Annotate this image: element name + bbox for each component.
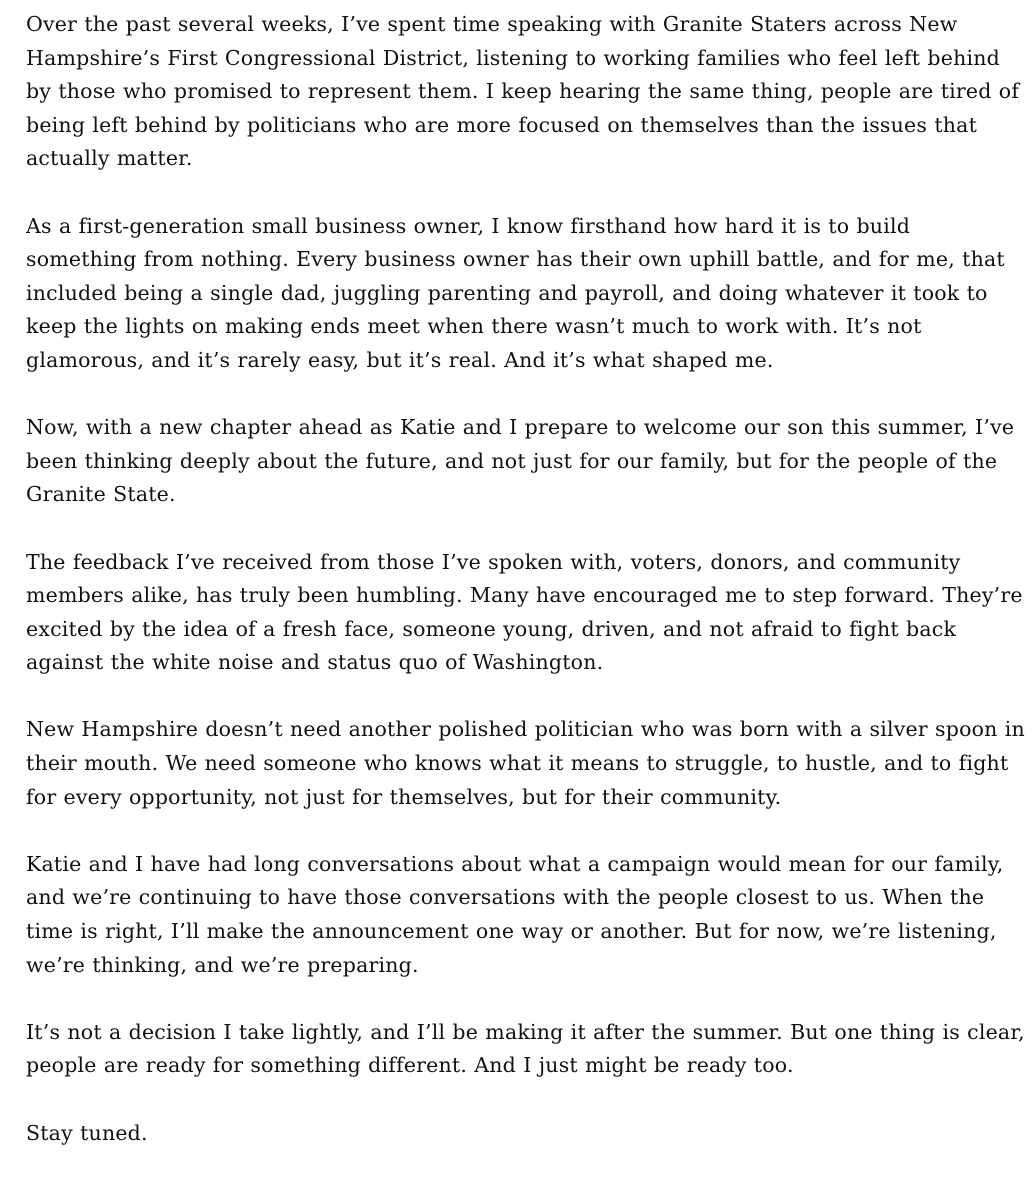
paragraph-5: New Hampshire doesn’t need another polished politician who was born with a silver spoon in their mouth. We need someone who knows what it means to struggle, to hustle, and to fight for every opportunity, not just for themselves, but for their community. bbox=[26, 717, 1025, 809]
paragraph-3: Now, with a new chapter ahead as Katie and I prepare to welcome our son this summer, I’ve been thinking deeply about the future, and not just for our family, but for the people of the Granite State. bbox=[26, 415, 1015, 507]
paragraph-1: Over the past several weeks, I’ve spent time speaking with Granite Staters across New Hampshire’s First Congressional District, listening to working families who feel left behind by those who promised to represent them. I keep hearing the same thing, people are tired of being left behind by politicians who are more focused on themselves than the issues that actually matter. bbox=[26, 12, 1020, 171]
paragraph-4: The feedback I’ve received from those I’ve spoken with, voters, donors, and community members alike, has truly been humbling. Many have encouraged me to step forward. They’re excited by the idea of a fresh face, someone young, driven, and not afraid to fight back against the white noise and status quo of Washington. bbox=[26, 549, 1023, 675]
statement-document bbox=[26, 8, 1026, 1150]
paragraph-6: Katie and I have had long conversations about what a campaign would mean for our family, and we’re continuing to have those conversations with the people closest to us. When the time is right, I’ll make the announcement one way or another. But for now, we’re listening, we’re thinking, and we’re preparing. bbox=[26, 851, 1004, 977]
closing-line: Stay tuned. bbox=[26, 1120, 148, 1145]
paragraph-2: As a first-generation small business owner, I know firsthand how hard it is to build something from nothing. Every business owner has their own uphill battle, and for me, that included being a single dad, juggling parenting and payroll, and doing whatever it took to keep the lights on making ends meet when there wasn’t much to work with. It’s not glamorous, and it’s rarely easy, but it’s real. And it’s what shaped me. bbox=[26, 213, 1005, 372]
paragraph-7: It’s not a decision I take lightly, and I’ll be making it after the summer. But one thing is clear, people are ready for something different. And I just might be ready too. bbox=[26, 1019, 1025, 1078]
